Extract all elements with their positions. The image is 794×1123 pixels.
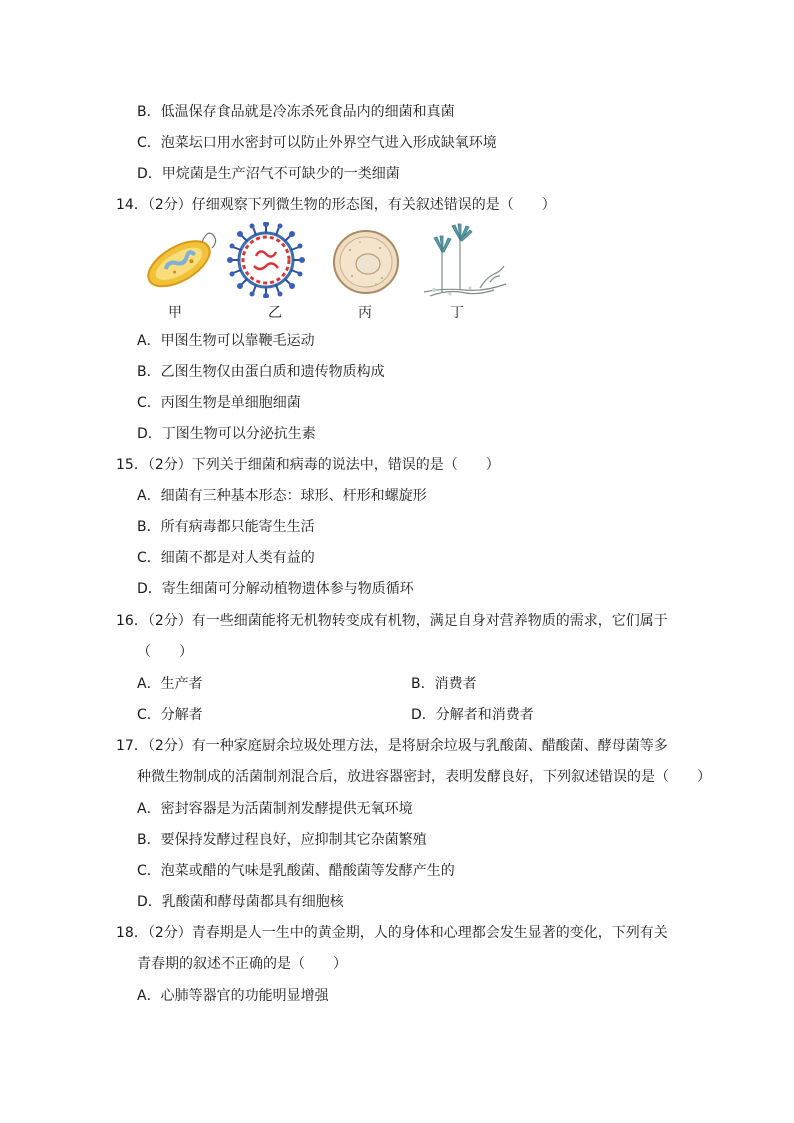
q17-option-c: C．泡菜或醋的气味是乳酸菌、醋酸菌等发酵产生的 [137,863,455,879]
q16-option-c: C．分解者 [137,707,203,723]
q16-stem: 16．（2分）有一些细菌能将无机物转变成有机物，满足自身对营养物质的需求，它们属于 [116,613,668,629]
figure-label-ding: 丁 [450,305,464,321]
q14-option-b: B．乙图生物仅由蛋白质和遗传物质构成 [137,364,385,380]
q18-stem: 18．（2分）青春期是人一生中的黄金期，人的身体和心理都会发生显著的变化，下列有关 [116,925,668,941]
q14-option-c: C．丙图生物是单细胞细菌 [137,395,301,411]
q13-option-d: D．甲烷菌是生产沼气不可缺少的一类细菌 [137,166,400,182]
q16-option-a: A．生产者 [137,676,203,692]
figure-label-jia: 甲 [168,305,182,321]
q17-option-b: B．要保持发酵过程良好，应抑制其它杂菌繁殖 [137,832,427,848]
figure-label-yi: 乙 [268,305,282,321]
figure-label-bing: 丙 [358,305,372,321]
cell-figure [330,228,402,296]
q17-option-a: A．密封容器是为活菌制剂发酵提供无氧环境 [137,801,413,817]
q15-stem: 15．（2分）下列关于细菌和病毒的说法中，错误的是（ ） [116,457,500,473]
q15-option-c: C．细菌不都是对人类有益的 [137,550,315,566]
q17-stem: 17．（2分）有一种家庭厨余垃圾处理方法，是将厨余垃圾与乳酸菌、醋酸菌、酵母菌等多 [116,738,668,754]
virus-figure [226,222,308,298]
q18-stem-continued: 青春期的叙述不正确的是（ ） [137,956,347,972]
q13-option-b: B．低温保存食品就是冷冻杀死食品内的细菌和真菌 [137,104,455,120]
q16-option-b: B．消费者 [411,676,477,692]
q18-option-a: A．心肺等器官的功能明显增强 [137,988,329,1004]
q15-option-b: B．所有病毒都只能寄生生活 [137,519,315,535]
q14-option-a: A．甲图生物可以靠鞭毛运动 [137,333,315,349]
q17-stem-continued: 种微生物制成的活菌制剂混合后，放进容器密封，表明发酵良好，下列叙述错误的是（ ） [137,769,711,785]
q15-option-a: A．细菌有三种基本形态：球形、杆形和螺旋形 [137,488,427,504]
bacterium-figure [140,222,220,292]
q17-option-d: D．乳酸菌和酵母菌都具有细胞核 [137,894,344,910]
q16-option-d: D．分解者和消费者 [411,707,534,723]
q14-stem: 14．（2分）仔细观察下列微生物的形态图，有关叙述错误的是（ ） [116,197,556,213]
q14-option-d: D．丁图生物可以分泌抗生素 [137,426,316,442]
q16-stem-continued: （ ） [137,644,193,660]
q15-option-d: D．寄生细菌可分解动植物遗体参与物质循环 [137,581,414,597]
mold-figure [420,222,510,300]
q13-option-c: C．泡菜坛口用水密封可以防止外界空气进入形成缺氧环境 [137,135,497,151]
